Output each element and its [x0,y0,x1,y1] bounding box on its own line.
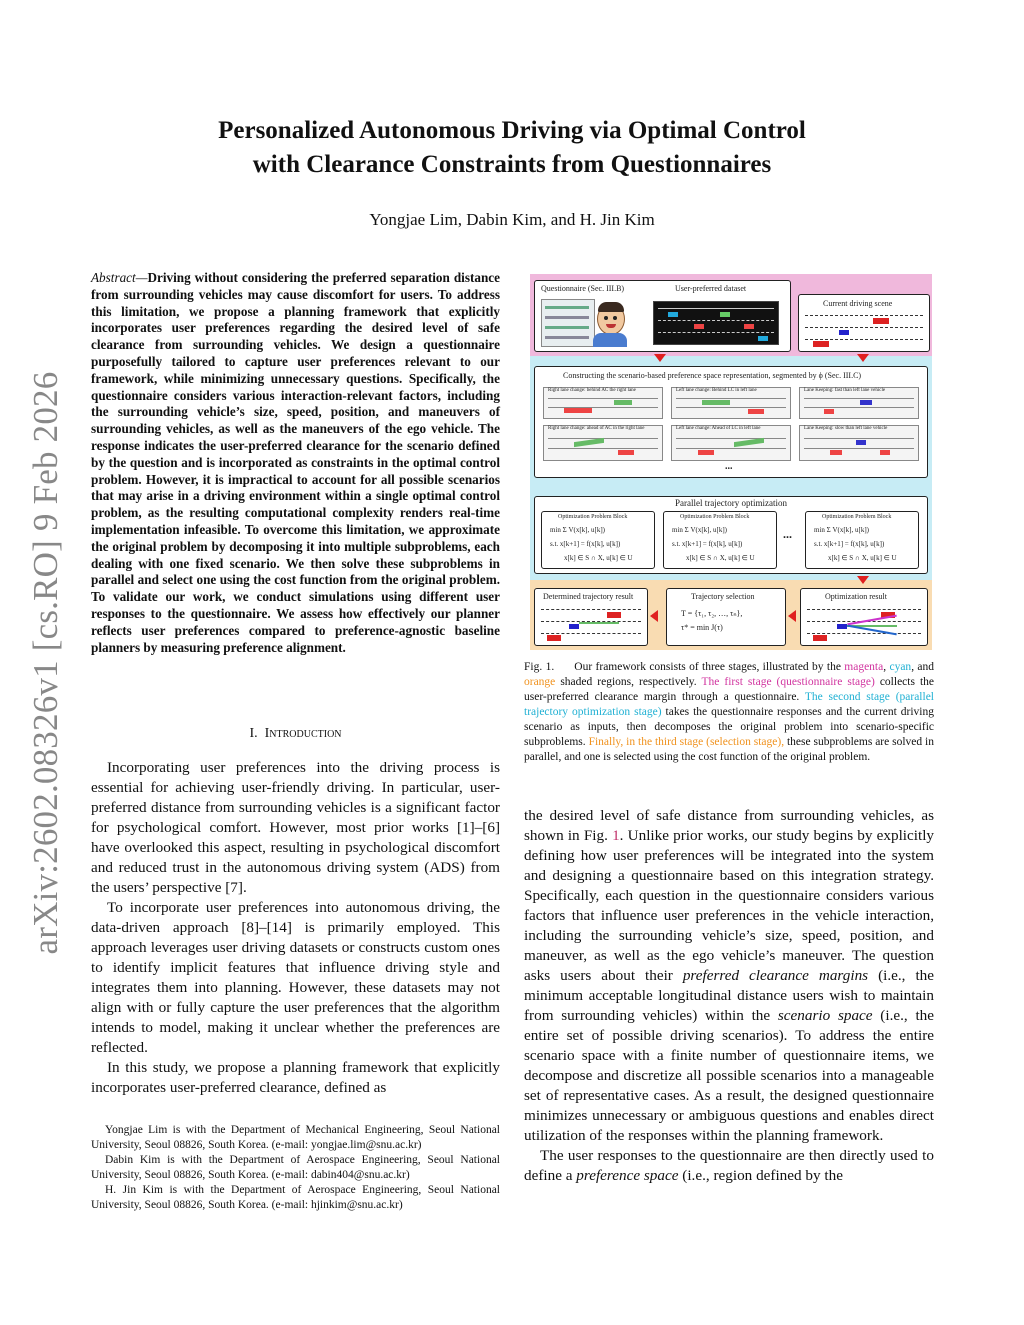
figure-1-caption: Fig. 1. Our framework consists of three stages, illustrated by the magenta, cyan, and orange shaded regions, respectively. The first stage (questionnaire stage) collects the user-preferred clearance margin through a questionnaire. The second stage (parallel trajectory optimization stage) takes the questionnaire responses and the current driving scenario as inputs, then decomposes the original problem into scenario-specific subproblems. Finally, in the third stage (selection stage), these subproblems are solved in parallel, and one is selected using the cost function of the original problem. [524,661,935,763]
footnote-1: Yongjae Lim is with the Department of Mechanical Engineering, Seoul National University, Seoul 08826, South Korea. (e-mail: yongjae.lim@snu.ac.kr) [91,1124,500,1151]
optimization-block: Optimization Problem Block min Σ V(x[k], u[k]) s.t. x[k+1] = f(x[k], u[k]) x[k] ∈ S ∩ X, u[k] ∈ U [805,511,919,569]
flow-arrow-icon [788,610,796,622]
scenario-panel: Lane Keeping: fast than left lane vehicle [799,387,919,419]
figure-1-link[interactable]: 1 [612,827,620,844]
paper-title [0,114,1024,182]
optimization-block: Optimization Problem Block min Σ V(x[k], u[k]) s.t. x[k+1] = f(x[k], u[k]) x[k] ∈ S ∩ X, u[k] ∈ U [541,511,655,569]
right-paragraph-2: The user responses to the questionnaire are then directly used to define a preference space (i.e., region defined by the [524,1147,934,1184]
user-avatar-icon [597,303,625,335]
author-list: Yongjae Lim, Dabin Kim, and H. Jin Kim [369,210,655,229]
optimization-block: Optimization Problem Block min Σ V(x[k], u[k]) s.t. x[k+1] = f(x[k], u[k]) x[k] ∈ S ∩ X, u[k] ∈ U [663,511,777,569]
intro-paragraph-2: To incorporate user preferences into autonomous driving, the data-driven approach [8]–[14] is primarily employed. This approach leverages user driving datasets or constructs custom ones to identify implicit features that influence driving style and integrates them into planning. However, these datasets may not align with or fully capture the user preferences that the algorithm intends to model, making it unclear whether the preferences are reflected. [91,899,500,1056]
intro-body-left [91,758,500,1098]
section-heading-introduction: I. Introduction [249,726,342,741]
title-line-1: Personalized Autonomous Driving via Optimal Control [218,117,806,144]
scenario-panel: Left lane change: Ahead of LC in left lane [671,425,791,461]
footnote-3: H. Jin Kim is with the Department of Aerospace Engineering, Seoul National University, Seoul 08826, South Korea. (e-mail: hjinkim@snu.ac.kr) [91,1184,500,1211]
figure-1-framework [530,274,932,650]
preference-space-box: Constructing the scenario-based preference space representation, segmented by ϕ (Sec. III.C) Right lane change: behind AC the right lane Left lane change: Behind LC in left lane Lane Keeping: fast than left lane vehicle Right lane change: ahead of AC in the right lane Left lane change: Ahead of LC in left lane Lane Keeping: slow than left lane vehicle ... [534,366,928,478]
flow-arrow-icon [857,576,869,584]
flow-arrow-icon [650,610,658,622]
right-paragraph-1: the desired level of safe distance from surrounding vehicles, as shown in Fig. 1. Unlike prior works, our study begins by explicitly defining how user preferences will be integrated into the system and designing a questionnaire based on this integration strategy. Specifically, each question in the questionnaire considers various factors that influence user preferences in the vehicle interaction, including the surrounding vehicle’s size, speed, position, and maneuver, as well as the ego vehicle’s maneuver. The question asks users about their preferred clearance margins (i.e., the minimum acceptable longitudinal distance users wish to maintain from surrounding vehicles) within the scenario space (i.e., the entire set of possible driving scenarios). To address the entire scenario space with a finite number of questionnaire items, we decompose and discretize all possible scenarios into a manageable set of representative cases. As a result, the designed questionnaire minimizes unnecessary or ambiguous questions and enables direct utilization of the responses within the planning framework. [524,807,935,1144]
determined-trajectory-box: Determined trajectory result [534,588,648,646]
trajectory-selection-box: Trajectory selection T = {τ₁, τ₂, …, τₙ}, τ* = min J(τ) [666,588,786,646]
flow-arrow-icon [654,354,666,362]
scenario-panel: Left lane change: Behind LC in left lane [671,387,791,419]
dataset-stack-image [653,301,779,345]
arxiv-identifier: arXiv:2602.08326v1 [cs.RO] 9 Feb 2026 [26,371,65,955]
abstract [91,270,500,656]
optimization-result-box: Optimization result [800,588,928,646]
scenario-panel: Lane Keeping: slow than left lane vehicle [799,425,919,461]
footnote-2: Dabin Kim is with the Department of Aerospace Engineering, Seoul National University, Seoul 08826, South Korea. (e-mail: dabin404@snu.ac.kr) [91,1154,500,1181]
flow-arrow-icon [857,354,869,362]
intro-paragraph-1: Incorporating user preferences into the driving process is essential for achieving user-friendly driving. In particular, user-preferred distance from surrounding vehicles is a significant factor for psychological comfort. However, most prior works [1]–[6] have overlooked this aspect, resulting in psychological discomfort and reduced trust in the autonomous driving system (ADS) from the users’ perspective [7]. [91,759,500,896]
current-driving-scene-box: Current driving scene [798,294,930,352]
questionnaire-form-image [541,299,595,347]
scenario-panel: Right lane change: behind AC the right lane [543,387,663,419]
title-line-2: with Clearance Constraints from Questionnaires [252,151,772,178]
questionnaire-box: Questionnaire (Sec. III.B) User-preferred dataset [534,280,791,352]
intro-body-right [524,806,934,1186]
parallel-optimization-box: Parallel trajectory optimization Optimization Problem Block min Σ V(x[k], u[k]) s.t. x[k+1] = f(x[k], u[k]) x[k] ∈ S ∩ X, u[k] ∈ U Optimization Problem Block min Σ V(x[k], u[k]) s.t. x[k+1] = f(x[k], u[k]) x[k] ∈ S ∩ X, u[k] ∈ U ... Optimization Problem Block min Σ V(x[k], u[k]) s.t. x[k+1] = f(x[k], u[k]) x[k] ∈ S ∩ X, u[k] ∈ U [534,496,928,574]
scenario-panel: Right lane change: ahead of AC in the right lane [543,425,663,461]
intro-paragraph-3: In this study, we propose a planning framework that explicitly incorporates user-preferred clearance, defined as [91,1059,500,1096]
abstract-text: Driving without considering the preferred separation distance from surrounding vehicles may cause discomfort for users. To address this limitation, we propose a planning framework that explicitly incorporates user preferences regarding the desired level of safe clearance from surrounding vehicles. We design a questionnaire purposefully tailored to capture user preferences relevant to our framework, while minimizing unnecessary questions. Specifically, the questionnaire considers various interaction-relevant factors, including the surrounding vehicle’s size, speed, position, and maneuvers of surrounding vehicles, as well as the maneuvers of the ego vehicle. The response indicates the user-preferred clearance for the scenario defined by the question and is incorporated as constraints in the optimal control problem. However, it is impractical to account for all possible scenarios that may arise in a driving environment within a single optimal control problem, as the resulting computational complexity renders real-time implementation infeasible. To overcome this limitation, we approximate the original problem by decomposing it into multiple subproblems, each dealing with one fixed scenario. We then solve these subproblems in parallel and select one using the cost function from the original problem. To validate our work, we conduct simulations using different user responses to the questionnaire. We assess how effectively our planner reflects user preferences compared to preference-agnostic baseline planners by measuring preference alignment. [91,270,500,655]
author-footnotes [91,1123,500,1213]
abstract-label: Abstract— [91,270,148,285]
